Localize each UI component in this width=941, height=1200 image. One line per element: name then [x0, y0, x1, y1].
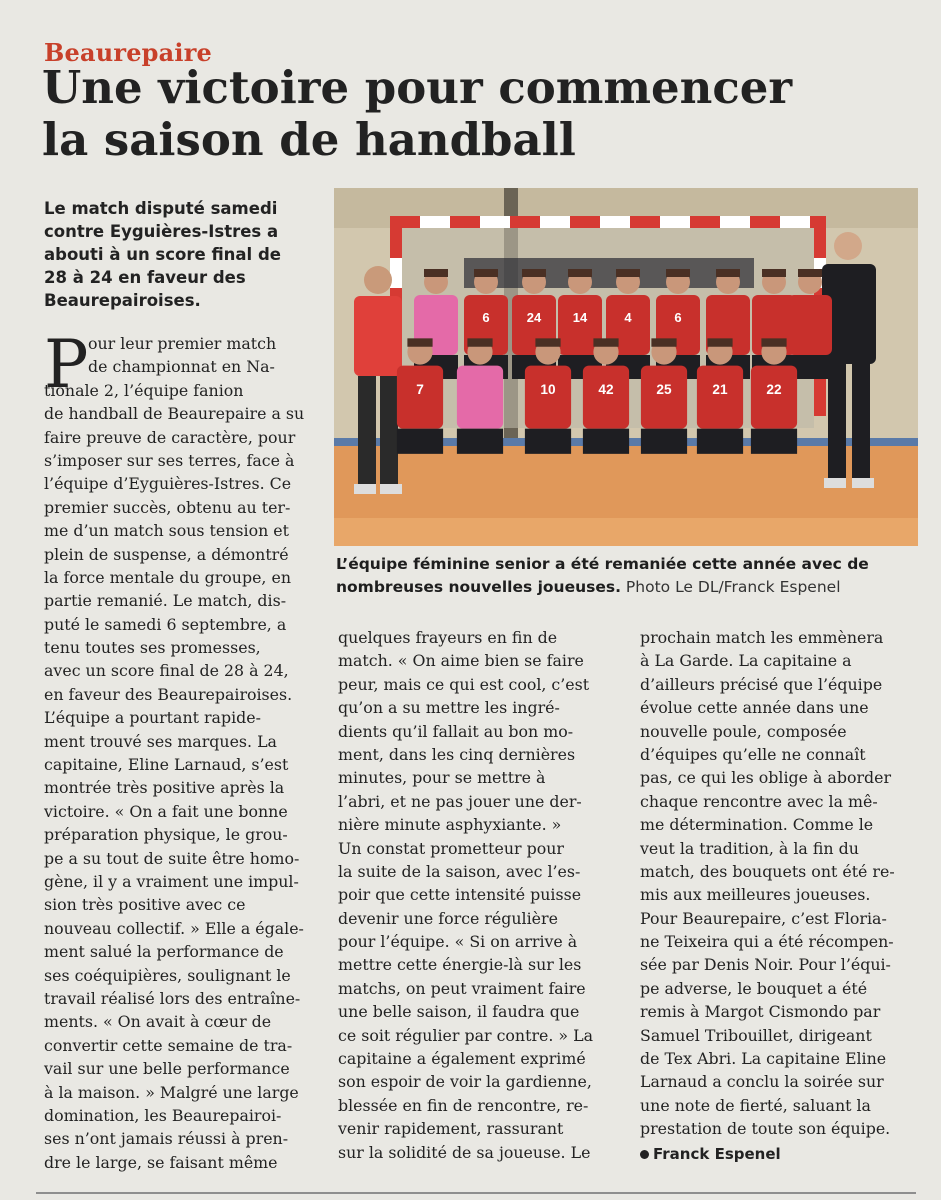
article-line: convertir cette semaine de tra-	[44, 1035, 293, 1055]
article-line: match. « On aime bien se faire	[338, 651, 584, 671]
article-line: sée par Denis Noir. Pour l’équi-	[640, 955, 891, 975]
article-line: ment trouvé ses marques. La	[44, 731, 277, 751]
article-line: partie remanié. Le match, dis-	[44, 591, 287, 611]
article-line: une belle saison, il faudra que	[338, 1002, 580, 1022]
article-line: évolue cette année dans une	[640, 698, 869, 718]
article-line: match, des bouquets ont été re-	[640, 861, 895, 881]
headline-line-1: Une victoire pour commencer	[42, 61, 793, 114]
article-line: pe a su tout de suite être homo-	[44, 848, 300, 868]
article-line: vail sur une belle performance	[44, 1059, 290, 1079]
article-line: montrée très positive après la	[44, 778, 285, 798]
article-line: ne Teixeira qui a été récompen-	[640, 932, 894, 952]
article-line: ce soit régulier par contre. » La	[338, 1025, 593, 1045]
article-line: plein de suspense, a démontré	[44, 544, 289, 564]
article-line: la suite de la saison, avec l’es-	[338, 861, 581, 881]
article-line: venir rapidement, rassurant	[338, 1119, 564, 1139]
article-line: our leur premier match	[88, 334, 277, 353]
lead-line: Beaurepairoises.	[44, 291, 201, 310]
article-line: gène, il y a vraiment une impul-	[44, 871, 299, 891]
article-line: L’équipe a pourtant rapide-	[44, 708, 261, 728]
article-line: me d’un match sous tension et	[44, 521, 289, 541]
jersey-number: 10	[540, 382, 556, 397]
article-line: capitaine a également exprimé	[338, 1049, 586, 1069]
lead-line: abouti à un score final de	[44, 245, 281, 264]
article-line: domination, les Beaurepairoi-	[44, 1105, 282, 1125]
article-line: blessée en fin de rencontre, re-	[338, 1095, 589, 1115]
article-line: son espoir de voir la gardienne,	[338, 1072, 592, 1092]
article-line: pour l’équipe. « Si on arrive à	[338, 932, 578, 952]
article-line: Pour Beaurepaire, c’est Floria-	[640, 908, 887, 928]
jersey-number: 25	[656, 382, 672, 397]
article-line: mis aux meilleures joueuses.	[640, 885, 871, 905]
article-line: remis à Margot Cismondo par	[640, 1002, 881, 1022]
article-line: peur, mais ce qui est cool, c’est	[338, 674, 590, 694]
jersey-number: 42	[598, 382, 614, 397]
article-line: puté le samedi 6 septembre, a	[44, 614, 287, 634]
article-line: une note de fierté, saluant la	[640, 1095, 871, 1115]
article-line: ment salué la performance de	[44, 942, 284, 962]
article-line: nière minute asphyxiante. »	[338, 815, 562, 835]
article-line: ses coéquipières, soulignant le	[44, 965, 291, 985]
section-kicker: Beaurepaire	[44, 38, 213, 67]
article-line: d’équipes qu’elle ne connaît	[640, 744, 866, 764]
article-line: tionale 2, l’équipe fanion	[44, 380, 244, 400]
caption-line-1: L’équipe féminine senior a été remaniée cette année avec de	[336, 555, 869, 573]
article-line: dre le large, se faisant même	[44, 1152, 278, 1172]
jersey-number: 6	[674, 310, 682, 325]
article-line: Samuel Tribouillet, dirigeant	[640, 1025, 872, 1045]
jersey-number: 14	[572, 310, 588, 325]
team-photo	[334, 188, 918, 546]
article-line: à La Garde. La capitaine a	[640, 651, 852, 671]
article-line: ments. « On avait à cœur de	[44, 1012, 272, 1032]
article-line: me détermination. Comme le	[640, 815, 874, 835]
article-line: faire preuve de caractère, pour	[44, 427, 296, 447]
article-line: prochain match les emmènera	[640, 628, 884, 647]
article-line: capitaine, Eline Larnaud, s’est	[44, 755, 289, 775]
article-line: de handball de Beaurepaire a su	[44, 404, 305, 424]
article-line: sur la solidité de sa joueuse. Le	[338, 1142, 591, 1162]
headline-line-2: la saison de handball	[42, 113, 576, 166]
article-line: devenir une force régulière	[338, 908, 558, 928]
article-line: de championnat en Na-	[88, 357, 275, 377]
article-line: Larnaud a conclu la soirée sur	[640, 1072, 884, 1092]
article-line: préparation physique, le grou-	[44, 825, 288, 845]
lead-line: Le match disputé samedi	[44, 199, 278, 218]
lead-line: contre Eyguières-Istres a	[44, 222, 279, 241]
bullet-icon	[640, 1150, 649, 1159]
article-line: l’abri, et ne pas jouer une der-	[338, 791, 582, 811]
article-line: à la maison. » Malgré une large	[44, 1082, 299, 1102]
article-line: en faveur des Beaurepairoises.	[44, 684, 293, 704]
article-line: Un constat prometteur pour	[338, 838, 564, 858]
author-signature	[640, 1143, 932, 1166]
drop-cap: P	[44, 326, 89, 403]
article-line: pe adverse, le bouquet a été	[640, 978, 868, 998]
article-line: d’ailleurs précisé que l’équipe	[640, 674, 883, 694]
article-line: poir que cette intensité puisse	[338, 885, 582, 905]
article-line: matchs, on peut vraiment faire	[338, 978, 586, 998]
article-column-1	[44, 326, 314, 1174]
team-photo-icon	[334, 188, 918, 546]
article-column-3	[640, 626, 932, 1166]
article-line: nouvelle poule, composée	[640, 721, 847, 741]
article-line: quelques frayeurs en fin de	[338, 628, 558, 647]
article-line: sion très positive avec ce	[44, 895, 246, 915]
article-line: ses n’ont jamais réussi à pren-	[44, 1129, 289, 1149]
article-line: l’équipe d’Eyguières-Istres. Ce	[44, 474, 292, 494]
bottom-rule	[36, 1192, 916, 1194]
caption-line-2: nombreuses nouvelles joueuses.	[336, 578, 621, 596]
jersey-number: 24	[526, 310, 542, 325]
jersey-number: 7	[416, 382, 424, 397]
jersey-number: 21	[712, 382, 728, 397]
article-line: victoire. « On a fait une bonne	[44, 801, 288, 821]
article-column-2	[338, 626, 622, 1164]
article-line: s’imposer sur ses terres, face à	[44, 450, 295, 470]
jersey-number: 4	[624, 310, 632, 325]
article-line: travail réalisé lors des entraîne-	[44, 988, 301, 1008]
jersey-number: 22	[766, 382, 782, 397]
article-line: de Tex Abri. La capitaine Eline	[640, 1049, 887, 1069]
article-line: nouveau collectif. » Elle a égale-	[44, 918, 304, 938]
photo-credit: Photo Le DL/Franck Espenel	[625, 578, 841, 596]
article-line: prestation de toute son équipe.	[640, 1119, 891, 1139]
article-line: tenu toutes ses promesses,	[44, 638, 261, 658]
lead-paragraph	[44, 197, 314, 312]
lead-line: 28 à 24 en faveur des	[44, 268, 246, 287]
article-line: la force mentale du groupe, en	[44, 567, 291, 587]
author-name: Franck Espenel	[653, 1144, 781, 1163]
article-line: premier succès, obtenu au ter-	[44, 497, 291, 517]
photo-caption	[336, 553, 926, 599]
article-line: mettre cette énergie-là sur les	[338, 955, 582, 975]
article-line: dients qu’il fallait au bon mo-	[338, 721, 574, 741]
headline	[42, 62, 902, 166]
jersey-number: 6	[482, 310, 490, 325]
article-line: veut la tradition, à la fin du	[640, 838, 859, 858]
article-line: avec un score final de 28 à 24,	[44, 661, 289, 681]
article-line: minutes, pour se mettre à	[338, 768, 546, 788]
article-line: ment, dans les cinq dernières	[338, 744, 576, 764]
article-line: qu’on a su mettre les ingré-	[338, 698, 560, 718]
article-line: chaque rencontre avec la mê-	[640, 791, 878, 811]
article-line: pas, ce qui les oblige à aborder	[640, 768, 892, 788]
